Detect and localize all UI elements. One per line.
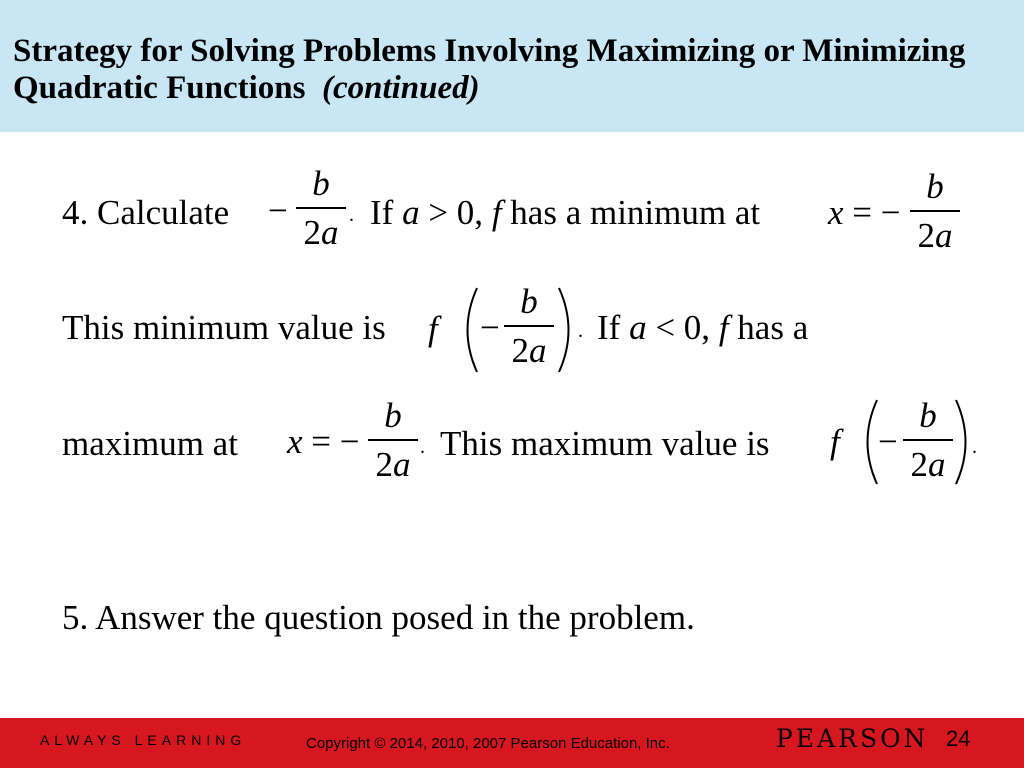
max-value-label: This maximum value is <box>440 424 770 463</box>
footer-tagline: ALWAYS LEARNING <box>40 732 247 748</box>
step4-condition-1: If a > 0, f has a minimum at <box>370 193 761 232</box>
dot-2: . <box>578 320 583 342</box>
dot-4: . <box>972 436 977 458</box>
fraction-1-bar <box>296 207 346 209</box>
step4-line1 <box>62 193 229 233</box>
max-minus: − <box>878 422 898 461</box>
footer-copyright: Copyright © 2014, 2010, 2007 Pearson Education, Inc. <box>306 735 670 752</box>
title-suffix: (continued) <box>321 70 480 106</box>
right-paren-1 <box>553 285 581 375</box>
f-max: f <box>830 422 840 461</box>
page-number: 24 <box>946 726 971 751</box>
dot-3: . <box>420 436 425 458</box>
fraction-1-numerator: b <box>312 164 330 203</box>
left-paren-1 <box>455 285 483 375</box>
dot-1: . <box>349 204 354 226</box>
step4-line3: maximum at <box>62 424 238 463</box>
fraction-4: b 2a <box>368 396 418 485</box>
step4-line2: This minimum value is <box>62 308 386 347</box>
f-min: f <box>428 309 438 348</box>
calculate-label: Calculate <box>97 193 230 232</box>
step5-text: 5. Answer the question posed in the problem. <box>62 598 695 637</box>
slide-footer <box>0 718 1024 768</box>
x-equals-1: x = − <box>828 193 901 232</box>
pearson-logo: PEARSON <box>776 724 929 753</box>
fraction-5: b 2a <box>903 396 953 485</box>
x-equals-2: x = − <box>287 422 360 461</box>
fraction-1-denominator: 2a <box>303 212 339 252</box>
frac1-minus: − <box>268 191 288 230</box>
slide-title <box>13 33 1013 107</box>
fraction-2: b 2a <box>910 167 960 256</box>
fraction-3: b 2a <box>504 282 554 371</box>
fraction-1 <box>296 164 346 253</box>
step4-number: 4. <box>62 193 89 232</box>
title-main: Strategy for Solving Problems Involving Maximizing or Minimizing Quadratic Functions <box>13 33 966 106</box>
step4-condition-2: If a < 0, f has a <box>597 308 809 347</box>
min-minus: − <box>480 308 500 347</box>
slide-header <box>0 0 1024 132</box>
